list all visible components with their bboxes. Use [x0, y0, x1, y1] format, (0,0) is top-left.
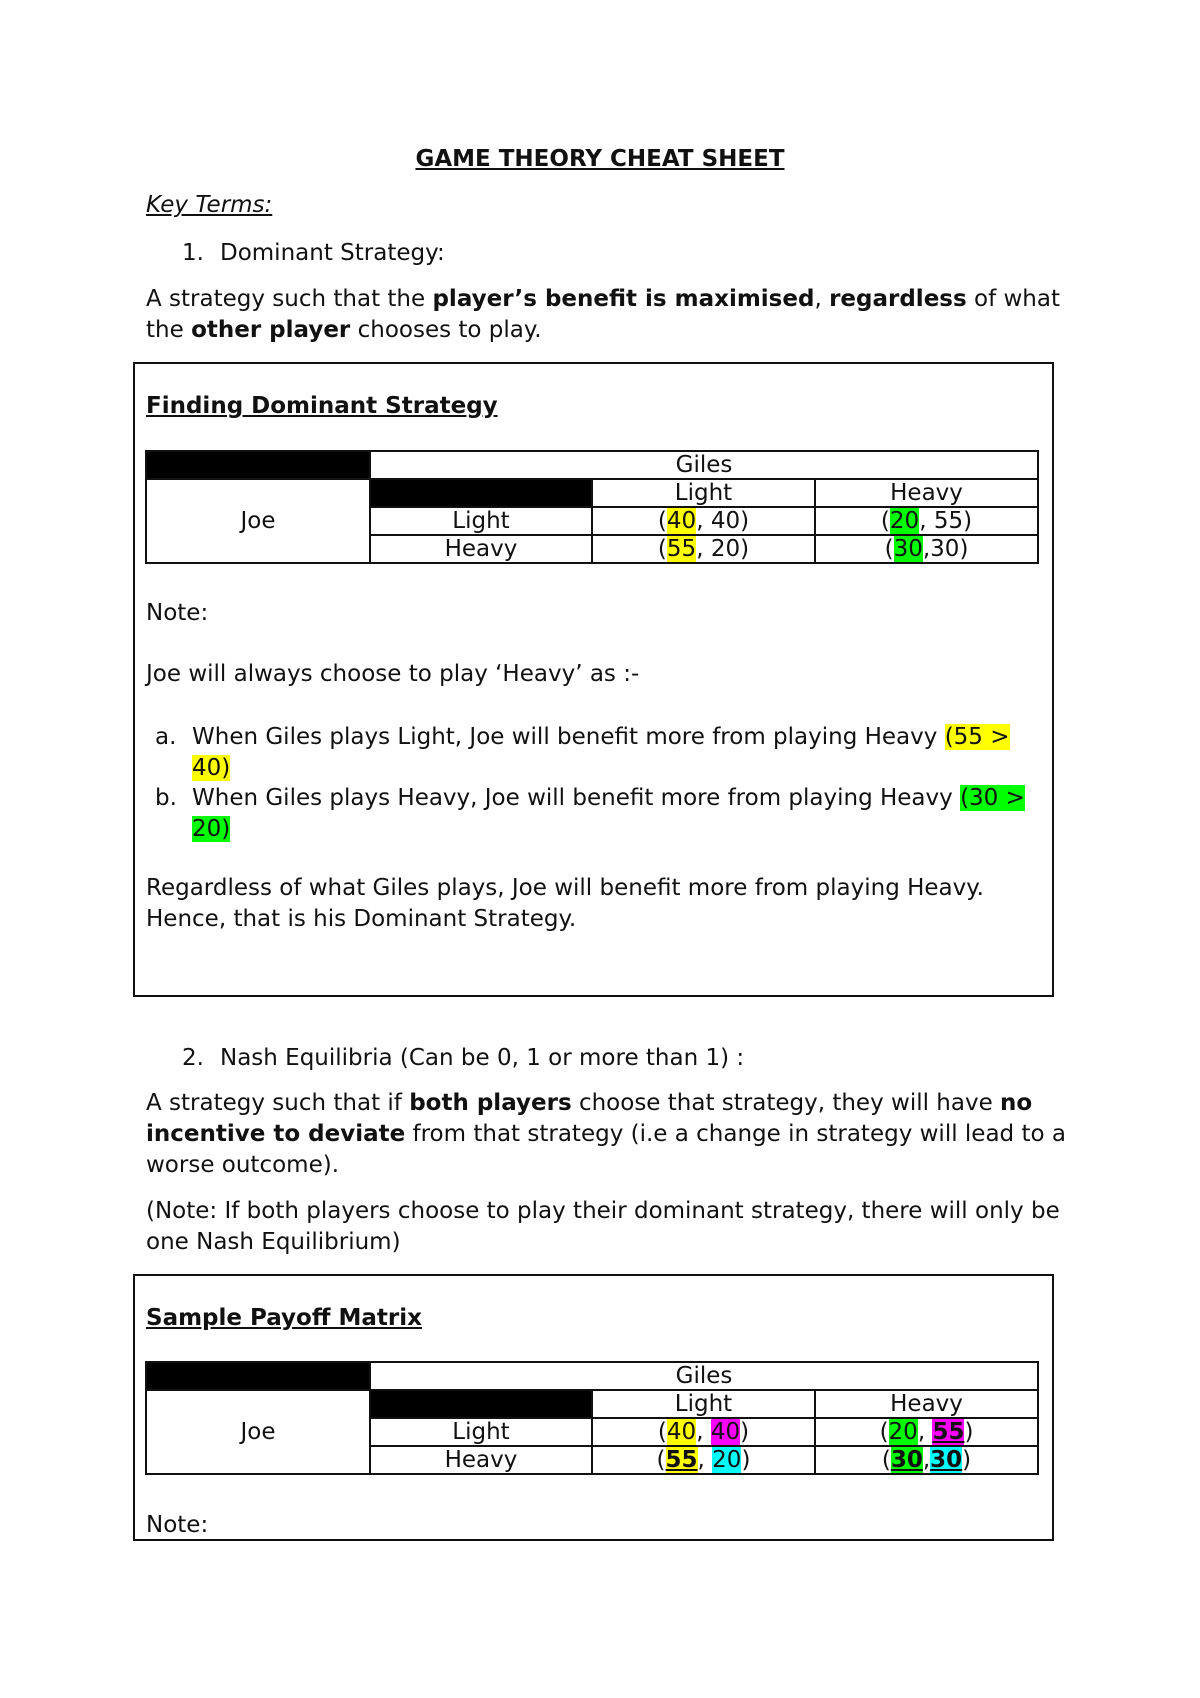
- term-2-note: (Note: If both players choose to play their dominant strategy, there will only be one Nash Equilibrium): [146, 1198, 1060, 1255]
- payoff-cell: (20, 55): [815, 1418, 1038, 1446]
- payoff-cell: (20, 55): [815, 507, 1038, 535]
- box-1-title: Finding Dominant Strategy: [146, 393, 498, 419]
- payoff-cell: (40, 40): [592, 1418, 815, 1446]
- box-1-intro: Joe will always choose to play ‘Heavy’ as :-: [146, 661, 640, 687]
- emphasis-text: player’s benefit is maximised: [432, 286, 815, 312]
- term-1-number: 1.: [182, 240, 204, 266]
- term-2-number: 2.: [182, 1045, 204, 1071]
- row-player-label: Joe: [146, 1390, 370, 1474]
- payoff-cell: (30,30): [815, 1446, 1038, 1474]
- term-2-name: Nash Equilibria (Can be 0, 1 or more than 1) :: [220, 1045, 745, 1071]
- box-2-title: Sample Payoff Matrix: [146, 1305, 422, 1331]
- payoff-cell: (40, 40): [592, 507, 815, 535]
- payoff-cell: (30,30): [815, 535, 1038, 563]
- column-player-label: Giles: [370, 1362, 1038, 1390]
- column-player-label: Giles: [370, 451, 1038, 479]
- emphasis-text: both players: [409, 1090, 572, 1116]
- term-1-heading: [182, 240, 445, 266]
- column-strategy-light: Light: [592, 479, 815, 507]
- page-title: GAME THEORY CHEAT SHEET: [415, 146, 785, 172]
- highlighted-comparison: (55 > 40): [192, 724, 1010, 781]
- column-strategy-heavy: Heavy: [815, 479, 1038, 507]
- matrix-corner: [370, 1390, 592, 1418]
- payoff-cell: (55, 20): [592, 1446, 815, 1474]
- emphasis-text: no incentive to deviate: [146, 1090, 1033, 1147]
- row-strategy-heavy: Heavy: [370, 1446, 592, 1474]
- box-1-conclusion: Regardless of what Giles plays, Joe will benefit more from playing Heavy. Hence, that is his Dominant Strategy.: [146, 875, 984, 932]
- row-strategy-heavy: Heavy: [370, 535, 592, 563]
- row-strategy-light: Light: [370, 507, 592, 535]
- box-2-payoff-matrix: [145, 1361, 1039, 1475]
- box-2-note-label: Note:: [146, 1512, 209, 1538]
- column-strategy-heavy: Heavy: [815, 1390, 1038, 1418]
- payoff-cell: (55, 20): [592, 535, 815, 563]
- emphasis-text: regardless: [829, 286, 967, 312]
- list-item: b. When Giles plays Heavy, Joe will benefit more from playing Heavy (30 > 20): [155, 785, 1025, 842]
- matrix-corner: [146, 1362, 370, 1390]
- row-player-label: Joe: [146, 479, 370, 563]
- box-1-payoff-matrix: [145, 450, 1039, 564]
- term-2-heading: [182, 1045, 744, 1071]
- matrix-corner: [370, 479, 592, 507]
- column-strategy-light: Light: [592, 1390, 815, 1418]
- emphasis-text: other player: [191, 317, 351, 343]
- highlighted-comparison: (30 > 20): [192, 785, 1025, 842]
- list-item: a. When Giles plays Light, Joe will benefit more from playing Heavy (55 > 40): [155, 724, 1010, 781]
- term-1-definition: A strategy such that the player’s benefit is maximised, regardless of what the other player chooses to play.: [146, 286, 1060, 343]
- key-terms-heading: Key Terms:: [146, 192, 273, 218]
- box-1-note-label: Note:: [146, 600, 209, 626]
- term-1-name: Dominant Strategy:: [220, 240, 445, 266]
- row-strategy-light: Light: [370, 1418, 592, 1446]
- matrix-corner: [146, 451, 370, 479]
- term-2-definition: A strategy such that if both players choose that strategy, they will have no incentive to deviate from that strategy (i.e a change in strategy will lead to a worse outcome).: [146, 1090, 1066, 1178]
